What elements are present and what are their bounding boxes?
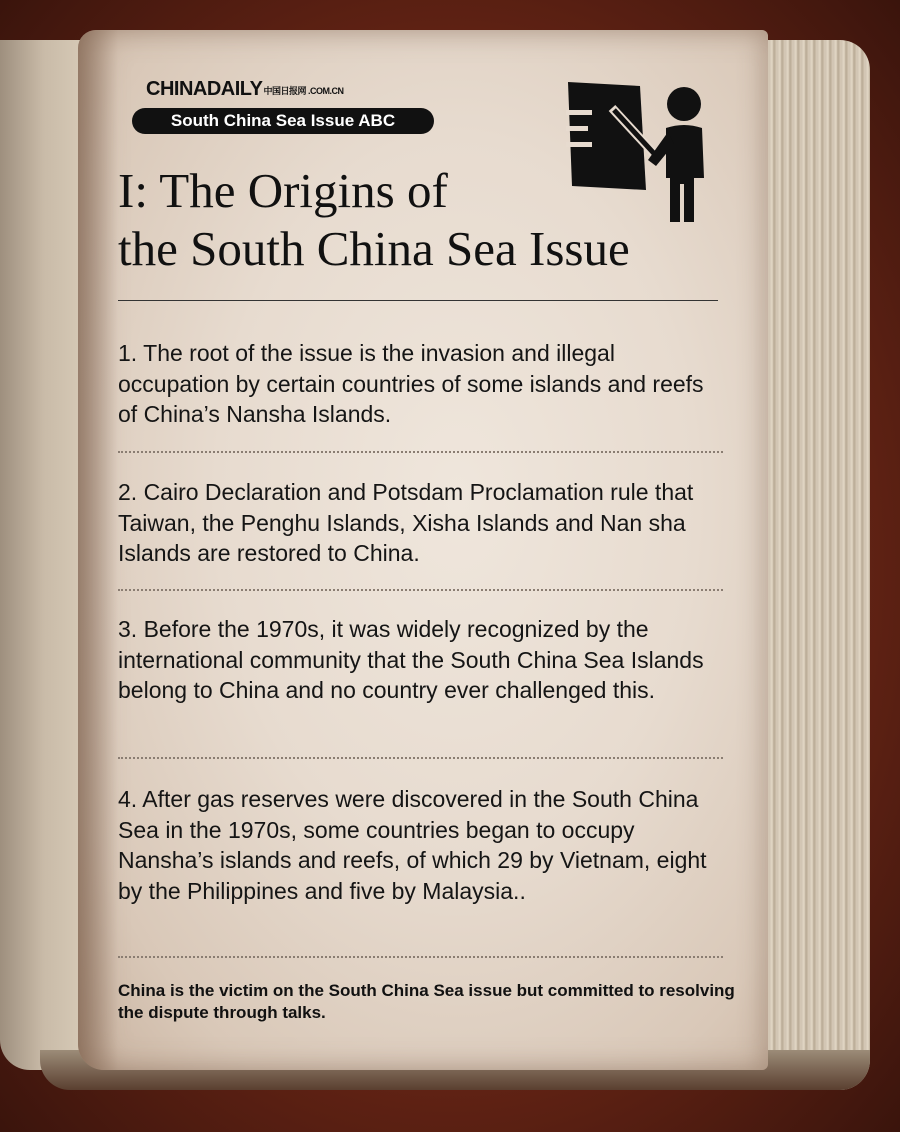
logo [146, 78, 344, 101]
point-4: 4. After gas reserves were discovered in the South China Sea in the 1970s, some countries began to occupy Nansha’s islands and reefs, of which 29 by Vietnam, eight by the Philippines and five by Malaysia.. [118, 786, 707, 904]
logo-sub-text: 中国日报网 .COM.CN [263, 86, 344, 96]
point-2: 2. Cairo Declaration and Potsdam Proclamation rule that Taiwan, the Penghu Islands, Xisha Islands and Nan sha Islands are restored to China. [118, 479, 694, 566]
dotted-divider [118, 956, 723, 958]
title-line-2: the South China Sea Issue [118, 221, 630, 276]
page-gutter-shadow [78, 30, 118, 1070]
title-divider [118, 300, 718, 301]
point-3: 3. Before the 1970s, it was widely recognized by the international community that the South China Sea Islands belong to China and no country ever challenged this. [118, 616, 704, 703]
dotted-divider [118, 451, 723, 453]
title-line-1: I: The Origins of [118, 163, 448, 218]
point-1: 1. The root of the issue is the invasion and illegal occupation by certain countries of some islands and reefs of China’s Nansha Islands. [118, 340, 704, 427]
logo-main-text: CHINADAILY [146, 78, 263, 100]
page-title [118, 162, 738, 278]
conclusion-text: China is the victim on the South China Sea issue but committed to resolving the dispute through talks. [118, 981, 735, 1022]
series-badge: South China Sea Issue ABC [132, 108, 434, 134]
dotted-divider [118, 757, 723, 759]
dotted-divider [118, 589, 723, 591]
